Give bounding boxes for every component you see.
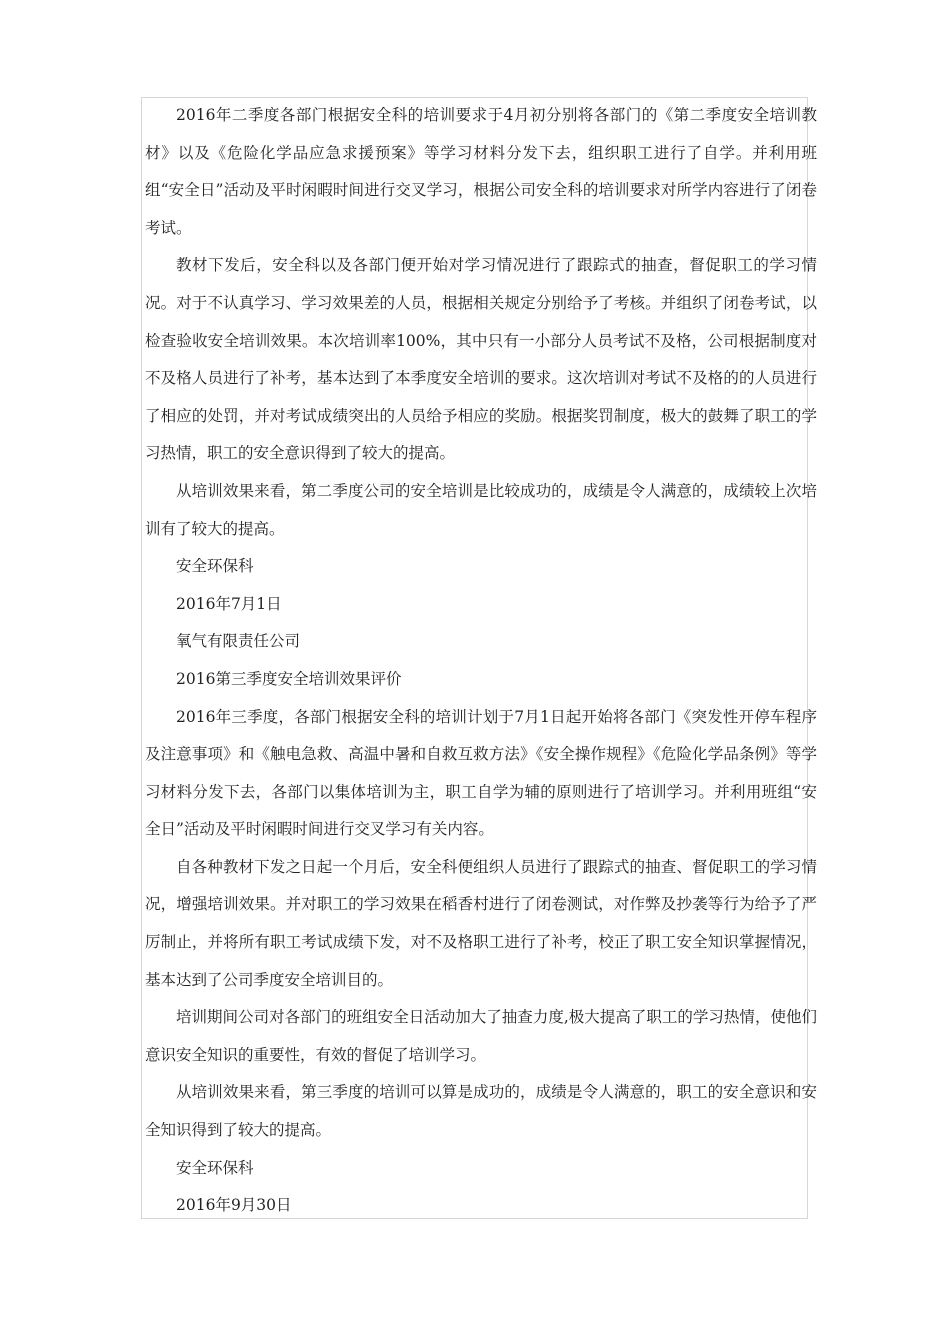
signature-department: 安全环保科 [176,557,254,576]
signature-date-2: 2016年9月30日 [176,1196,292,1215]
signature-date: 2016年7月1日 [176,594,282,613]
company-name: 氧气有限责任公司 [176,632,301,651]
paragraph-q3-intro: 2016年三季度，各部门根据安全科的培训计划于7月1日起开始将各部门《突发性开停车程序及注意事项》和《触电急救、高温中暑和自救互救方法》《安全操作规程》《危险化学品条例》等学习材料分发下去，各部门以集体培训为主，职工自学为辅的原则进行了培训学习。并利用班组“安全日”活动及平时闲暇时间进行交叉学习有关内容。 [145,707,817,839]
paragraph-q3-followup: 自各种教材下发之日起一个月后，安全科便组织人员进行了跟踪式的抽查、督促职工的学习情况，增强培训效果。并对职工的学习效果在稻香村进行了闭卷测试，对作弊及抄袭等行为给予了严厉制止，并将所有职工考试成绩下发，对不及格职工进行了补考，校正了职工安全知识掌握情况，基本达到了公司季度安全培训目的。 [145,857,817,989]
document-body [145,97,817,1225]
paragraph-q3-supervision: 培训期间公司对各部门的班组安全日活动加大了抽查力度,极大提高了职工的学习热情，使他们意识安全知识的重要性，有效的督促了培训学习。 [145,1008,817,1064]
paragraph-q3-conclusion: 从培训效果来看，第三季度的培训可以算是成功的，成绩是令人满意的，职工的安全意识和安全知识得到了较大的提高。 [145,1083,817,1140]
section-heading-q3: 2016第三季度安全培训效果评价 [176,669,402,688]
paragraph-q2-followup: 教材下发后，安全科以及各部门便开始对学习情况进行了跟踪式的抽查，督促职工的学习情况。对于不认真学习、学习效果差的人员，根据相关规定分别给予了考核。并组织了闭卷考试，以检查验收安全培训效果。本次培训率100%，其中只有一小部分人员考试不及格，公司根据制度对不及格人员进行了补考，基本达到了本季度安全培训的要求。这次培训对考试不及格的的人员进行了相应的处罚，并对考试成绩突出的人员给予相应的奖励。根据奖罚制度，极大的鼓舞了职工的学习热情，职工的安全意识得到了较大的提高。 [145,256,817,463]
signature-department-2: 安全环保科 [176,1158,254,1177]
paragraph-q2-intro: 2016年二季度各部门根据安全科的培训要求于4月初分别将各部门的《第二季度安全培训教材》以及《危险化学品应急求援预案》等学习材料分发下去，组织职工进行了自学。并利用班组“安全日”活动及平时闲暇时间进行交叉学习，根据公司安全科的培训要求对所学内容进行了闭卷考试。 [145,106,817,237]
paragraph-q2-conclusion: 从培训效果来看，第二季度公司的安全培训是比较成功的，成绩是令人满意的，成绩较上次培训有了较大的提高。 [145,481,817,538]
